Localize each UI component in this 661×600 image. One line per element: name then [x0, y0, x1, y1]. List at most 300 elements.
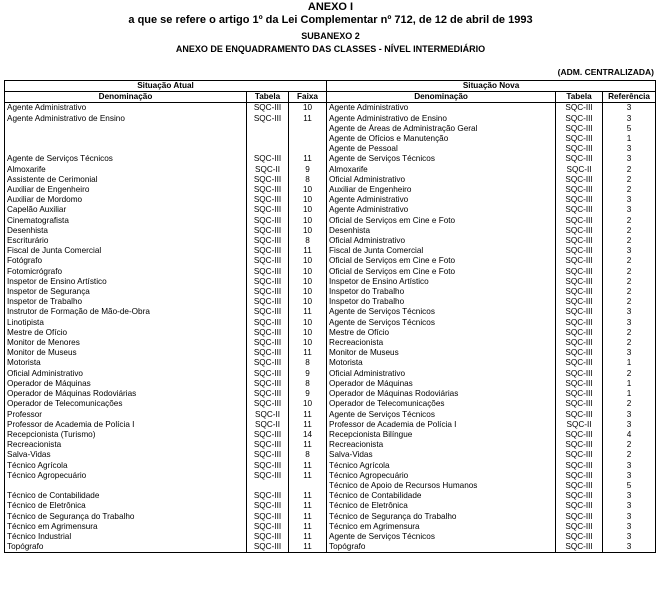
- cell-new-reference: 2: [603, 287, 656, 297]
- cell-current-range: 11: [289, 512, 327, 522]
- group-new-header: Situação Nova: [327, 81, 656, 92]
- cell-new-table: SQC-III: [556, 287, 603, 297]
- cell-new-denomination: Agente Administrativo: [327, 195, 556, 205]
- cell-new-denomination: Inspetor do Trabalho: [327, 287, 556, 297]
- cell-new-denomination: Topógrafo: [327, 542, 556, 553]
- cell-new-denomination: Agente de Ofícios e Manutenção: [327, 134, 556, 144]
- cell-current-table: SQC-III: [247, 175, 289, 185]
- cell-new-reference: 2: [603, 297, 656, 307]
- cell-current-range: 11: [289, 491, 327, 501]
- cell-current-denomination: Técnico Agropecuário: [5, 471, 247, 481]
- cell-current-range: [289, 124, 327, 134]
- cell-new-table: SQC-III: [556, 338, 603, 348]
- table-row: [5, 154, 656, 164]
- cell-current-denomination: Técnico de Contabilidade: [5, 491, 247, 501]
- cell-new-table: SQC-II: [556, 420, 603, 430]
- cell-current-table: SQC-III: [247, 471, 289, 481]
- table-row: [5, 236, 656, 246]
- cell-current-table: SQC-III: [247, 246, 289, 256]
- cell-new-table: SQC-III: [556, 277, 603, 287]
- col-current-range: Faixa: [289, 92, 327, 103]
- cell-current-denomination: Fiscal de Junta Comercial: [5, 246, 247, 256]
- cell-current-range: 8: [289, 175, 327, 185]
- cell-current-denomination: Técnico em Agrimensura: [5, 522, 247, 532]
- cell-new-table: SQC-III: [556, 399, 603, 409]
- table-row: [5, 410, 656, 420]
- table-row: [5, 358, 656, 368]
- cell-new-table: SQC-III: [556, 461, 603, 471]
- cell-current-denomination: [5, 124, 247, 134]
- cell-current-table: SQC-III: [247, 430, 289, 440]
- cell-current-table: SQC-II: [247, 410, 289, 420]
- cell-new-table: SQC-III: [556, 522, 603, 532]
- col-current-table: Tabela: [247, 92, 289, 103]
- cell-current-range: 11: [289, 114, 327, 124]
- cell-current-denomination: Técnico Agrícola: [5, 461, 247, 471]
- cell-current-range: 11: [289, 307, 327, 317]
- cell-current-range: 9: [289, 165, 327, 175]
- cell-new-denomination: Técnico de Eletrônica: [327, 501, 556, 511]
- cell-new-table: SQC-III: [556, 216, 603, 226]
- table-row: [5, 246, 656, 256]
- cell-current-denomination: Desenhista: [5, 226, 247, 236]
- table-row: [5, 297, 656, 307]
- cell-current-range: 8: [289, 358, 327, 368]
- cell-current-table: SQC-III: [247, 450, 289, 460]
- cell-new-reference: 2: [603, 226, 656, 236]
- cell-new-reference: 3: [603, 114, 656, 124]
- table-row: [5, 399, 656, 409]
- cell-current-table: SQC-III: [247, 114, 289, 124]
- col-new-table: Tabela: [556, 92, 603, 103]
- cell-new-table: SQC-III: [556, 410, 603, 420]
- table-row: [5, 542, 656, 553]
- table-row: [5, 522, 656, 532]
- cell-current-range: 10: [289, 226, 327, 236]
- cell-current-denomination: Linotipista: [5, 318, 247, 328]
- table-row: [5, 491, 656, 501]
- cell-current-denomination: Agente Administrativo: [5, 103, 247, 114]
- cell-new-reference: 1: [603, 358, 656, 368]
- cell-current-denomination: Agente de Serviços Técnicos: [5, 154, 247, 164]
- cell-new-table: SQC-III: [556, 430, 603, 440]
- cell-current-denomination: Operador de Máquinas Rodoviárias: [5, 389, 247, 399]
- cell-current-denomination: Capelão Auxiliar: [5, 205, 247, 215]
- cell-current-range: 10: [289, 267, 327, 277]
- cell-new-denomination: Oficial Administrativo: [327, 175, 556, 185]
- table-row: [5, 165, 656, 175]
- cell-current-range: 10: [289, 185, 327, 195]
- col-new-denomination: Denominação: [327, 92, 556, 103]
- cell-new-table: SQC-III: [556, 195, 603, 205]
- cell-new-reference: 3: [603, 205, 656, 215]
- table-row: [5, 389, 656, 399]
- cell-new-table: SQC-III: [556, 389, 603, 399]
- table-row: [5, 124, 656, 134]
- cell-new-table: SQC-III: [556, 471, 603, 481]
- cell-new-denomination: Oficial de Serviços em Cine e Foto: [327, 216, 556, 226]
- column-header-row: [5, 92, 656, 103]
- cell-new-denomination: Técnico Agropecuário: [327, 471, 556, 481]
- cell-new-reference: 1: [603, 379, 656, 389]
- cell-current-denomination: [5, 144, 247, 154]
- cell-current-range: 8: [289, 236, 327, 246]
- cell-new-reference: 2: [603, 399, 656, 409]
- cell-current-table: [247, 144, 289, 154]
- cell-new-denomination: Inspetor do Trabalho: [327, 297, 556, 307]
- cell-current-table: SQC-III: [247, 216, 289, 226]
- cell-current-range: 10: [289, 328, 327, 338]
- cell-new-denomination: Agente de Serviços Técnicos: [327, 154, 556, 164]
- cell-current-range: 11: [289, 501, 327, 511]
- cell-current-range: [289, 481, 327, 491]
- cell-new-reference: 3: [603, 420, 656, 430]
- cell-new-denomination: Operador de Máquinas Rodoviárias: [327, 389, 556, 399]
- cell-new-denomination: Monitor de Museus: [327, 348, 556, 358]
- cell-current-range: 11: [289, 410, 327, 420]
- cell-new-table: SQC-III: [556, 185, 603, 195]
- cell-current-table: SQC-III: [247, 399, 289, 409]
- table-row: [5, 134, 656, 144]
- cell-current-denomination: Auxiliar de Engenheiro: [5, 185, 247, 195]
- cell-new-denomination: Recreacionista: [327, 440, 556, 450]
- cell-current-denomination: Salva-Vidas: [5, 450, 247, 460]
- table-row: [5, 440, 656, 450]
- cell-current-denomination: [5, 481, 247, 491]
- cell-current-table: SQC-III: [247, 461, 289, 471]
- table-row: [5, 205, 656, 215]
- cell-new-reference: 3: [603, 532, 656, 542]
- cell-current-denomination: Fotomicrógrafo: [5, 267, 247, 277]
- cell-new-denomination: Desenhista: [327, 226, 556, 236]
- cell-current-table: SQC-III: [247, 185, 289, 195]
- cell-new-table: SQC-III: [556, 532, 603, 542]
- cell-current-table: SQC-III: [247, 522, 289, 532]
- cell-new-table: SQC-III: [556, 134, 603, 144]
- table-row: [5, 103, 656, 114]
- cell-new-denomination: Operador de Telecomunicações: [327, 399, 556, 409]
- cell-current-table: SQC-III: [247, 379, 289, 389]
- cell-new-denomination: Agente de Serviços Técnicos: [327, 318, 556, 328]
- cell-new-denomination: Agente de Serviços Técnicos: [327, 410, 556, 420]
- cell-current-table: [247, 124, 289, 134]
- cell-current-table: SQC-III: [247, 287, 289, 297]
- cell-new-reference: 1: [603, 134, 656, 144]
- cell-current-table: SQC-III: [247, 154, 289, 164]
- table-row: [5, 307, 656, 317]
- cell-new-reference: 3: [603, 410, 656, 420]
- cell-current-range: 10: [289, 297, 327, 307]
- cell-current-table: [247, 134, 289, 144]
- annex-subtitle: a que se refere o artigo 1º da Lei Complementar nº 712, de 12 de abril de 1993: [128, 14, 533, 26]
- table-row: [5, 450, 656, 460]
- cell-current-table: SQC-III: [247, 338, 289, 348]
- cell-current-denomination: Cinematografista: [5, 216, 247, 226]
- table-row: [5, 256, 656, 266]
- table-row: [5, 277, 656, 287]
- cell-new-denomination: Oficial Administrativo: [327, 369, 556, 379]
- table-row: [5, 481, 656, 491]
- cell-new-reference: 4: [603, 430, 656, 440]
- cell-new-denomination: Recepcionista Bilíngue: [327, 430, 556, 440]
- cell-current-range: 11: [289, 461, 327, 471]
- cell-new-table: SQC-III: [556, 307, 603, 317]
- cell-current-denomination: [5, 134, 247, 144]
- cell-new-denomination: Agente Administrativo: [327, 205, 556, 215]
- cell-new-reference: 2: [603, 369, 656, 379]
- cell-current-range: 10: [289, 205, 327, 215]
- cell-new-table: SQC-III: [556, 369, 603, 379]
- cell-new-reference: 3: [603, 318, 656, 328]
- cell-new-table: SQC-III: [556, 481, 603, 491]
- cell-new-table: SQC-III: [556, 226, 603, 236]
- cell-new-table: SQC-II: [556, 165, 603, 175]
- cell-new-reference: 2: [603, 450, 656, 460]
- cell-new-denomination: Agente de Pessoal: [327, 144, 556, 154]
- table-row: [5, 369, 656, 379]
- cell-current-table: SQC-III: [247, 236, 289, 246]
- cell-current-table: SQC-III: [247, 277, 289, 287]
- cell-new-table: SQC-III: [556, 328, 603, 338]
- cell-current-range: 11: [289, 154, 327, 164]
- cell-new-table: SQC-III: [556, 246, 603, 256]
- table-row: [5, 471, 656, 481]
- cell-new-reference: 2: [603, 216, 656, 226]
- cell-current-denomination: Fotógrafo: [5, 256, 247, 266]
- cell-new-reference: 5: [603, 124, 656, 134]
- cell-current-range: 11: [289, 471, 327, 481]
- cell-current-table: SQC-III: [247, 369, 289, 379]
- cell-new-reference: 2: [603, 256, 656, 266]
- cell-new-denomination: Recreacionista: [327, 338, 556, 348]
- cell-new-table: SQC-III: [556, 512, 603, 522]
- cell-current-table: SQC-III: [247, 103, 289, 114]
- cell-current-denomination: Recepcionista (Turismo): [5, 430, 247, 440]
- cell-current-denomination: Escriturário: [5, 236, 247, 246]
- cell-new-reference: 3: [603, 461, 656, 471]
- cell-current-denomination: Almoxarife: [5, 165, 247, 175]
- cell-current-table: SQC-III: [247, 358, 289, 368]
- cell-current-table: SQC-III: [247, 297, 289, 307]
- cell-new-table: SQC-III: [556, 318, 603, 328]
- cell-new-denomination: Oficial de Serviços em Cine e Foto: [327, 256, 556, 266]
- cell-current-range: 14: [289, 430, 327, 440]
- cell-current-table: SQC-III: [247, 440, 289, 450]
- cell-new-denomination: Técnico de Apoio de Recursos Humanos: [327, 481, 556, 491]
- table-row: [5, 226, 656, 236]
- cell-new-table: SQC-III: [556, 103, 603, 114]
- cell-new-table: SQC-III: [556, 205, 603, 215]
- cell-new-denomination: Técnico de Contabilidade: [327, 491, 556, 501]
- cell-new-table: SQC-III: [556, 256, 603, 266]
- administration-label: (ADM. CENTRALIZADA): [557, 67, 654, 77]
- table-row: [5, 512, 656, 522]
- cell-new-reference: 3: [603, 471, 656, 481]
- cell-current-denomination: Monitor de Menores: [5, 338, 247, 348]
- cell-new-table: SQC-III: [556, 154, 603, 164]
- cell-current-denomination: Inspetor de Ensino Artístico: [5, 277, 247, 287]
- cell-new-table: SQC-III: [556, 440, 603, 450]
- cell-new-reference: 2: [603, 267, 656, 277]
- table-row: [5, 348, 656, 358]
- cell-new-table: SQC-III: [556, 542, 603, 553]
- cell-new-denomination: Almoxarife: [327, 165, 556, 175]
- cell-new-reference: 2: [603, 165, 656, 175]
- cell-new-denomination: Técnico Agrícola: [327, 461, 556, 471]
- cell-new-reference: 1: [603, 389, 656, 399]
- cell-current-denomination: Professor de Academia de Polícia I: [5, 420, 247, 430]
- table-row: [5, 328, 656, 338]
- table-row: [5, 267, 656, 277]
- cell-new-table: SQC-III: [556, 144, 603, 154]
- table-row: [5, 318, 656, 328]
- table-body: [5, 103, 656, 553]
- cell-current-denomination: Professor: [5, 410, 247, 420]
- cell-new-reference: 2: [603, 185, 656, 195]
- cell-new-reference: 2: [603, 277, 656, 287]
- cell-current-range: 10: [289, 216, 327, 226]
- cell-new-reference: 5: [603, 481, 656, 491]
- cell-new-denomination: Fiscal de Junta Comercial: [327, 246, 556, 256]
- cell-current-table: SQC-III: [247, 195, 289, 205]
- cell-new-table: SQC-III: [556, 348, 603, 358]
- cell-current-table: SQC-II: [247, 165, 289, 175]
- cell-current-range: [289, 144, 327, 154]
- cell-new-reference: 2: [603, 440, 656, 450]
- table-row: [5, 185, 656, 195]
- cell-new-table: SQC-III: [556, 379, 603, 389]
- cell-current-range: 11: [289, 542, 327, 553]
- cell-new-denomination: Técnico em Agrimensura: [327, 522, 556, 532]
- cell-current-table: SQC-III: [247, 501, 289, 511]
- table-row: [5, 287, 656, 297]
- cell-current-table: SQC-II: [247, 420, 289, 430]
- table-row: [5, 379, 656, 389]
- cell-current-range: 11: [289, 522, 327, 532]
- cell-new-reference: 2: [603, 338, 656, 348]
- cell-current-range: 8: [289, 450, 327, 460]
- cell-current-denomination: Técnico de Segurança do Trabalho: [5, 512, 247, 522]
- cell-new-table: SQC-III: [556, 450, 603, 460]
- cell-current-table: SQC-III: [247, 532, 289, 542]
- cell-current-table: SQC-III: [247, 307, 289, 317]
- cell-new-denomination: Salva-Vidas: [327, 450, 556, 460]
- cell-current-denomination: Oficial Administrativo: [5, 369, 247, 379]
- group-header-row: [5, 81, 656, 92]
- table-row: [5, 461, 656, 471]
- cell-current-range: 11: [289, 420, 327, 430]
- cell-new-denomination: Oficial Administrativo: [327, 236, 556, 246]
- cell-new-reference: 3: [603, 491, 656, 501]
- table-row: [5, 532, 656, 542]
- table-row: [5, 195, 656, 205]
- cell-current-table: SQC-III: [247, 226, 289, 236]
- cell-new-reference: 3: [603, 522, 656, 532]
- cell-current-denomination: Instrutor de Formação de Mão-de-Obra: [5, 307, 247, 317]
- cell-current-range: 10: [289, 103, 327, 114]
- cell-new-table: SQC-III: [556, 175, 603, 185]
- cell-current-table: SQC-III: [247, 256, 289, 266]
- cell-current-table: SQC-III: [247, 542, 289, 553]
- cell-current-table: SQC-III: [247, 389, 289, 399]
- cell-current-range: 8: [289, 379, 327, 389]
- group-current-header: Situação Atual: [5, 81, 327, 92]
- cell-new-denomination: Auxiliar de Engenheiro: [327, 185, 556, 195]
- cell-current-range: 10: [289, 338, 327, 348]
- cell-new-reference: 2: [603, 328, 656, 338]
- cell-new-table: SQC-III: [556, 358, 603, 368]
- cell-new-reference: 3: [603, 103, 656, 114]
- cell-new-denomination: Agente de Áreas de Administração Geral: [327, 124, 556, 134]
- cell-new-reference: 3: [603, 307, 656, 317]
- table-row: [5, 338, 656, 348]
- cell-current-table: SQC-III: [247, 267, 289, 277]
- cell-current-denomination: Operador de Máquinas: [5, 379, 247, 389]
- subannex-label: SUBANEXO 2: [301, 31, 360, 41]
- cell-current-table: SQC-III: [247, 348, 289, 358]
- cell-new-reference: 3: [603, 348, 656, 358]
- cell-current-range: 10: [289, 399, 327, 409]
- cell-new-table: SQC-III: [556, 297, 603, 307]
- cell-new-table: SQC-III: [556, 114, 603, 124]
- cell-current-denomination: Assistente de Cerimonial: [5, 175, 247, 185]
- cell-current-denomination: Mestre de Ofício: [5, 328, 247, 338]
- cell-new-table: SQC-III: [556, 236, 603, 246]
- cell-new-denomination: Operador de Máquinas: [327, 379, 556, 389]
- cell-current-denomination: Técnico Industrial: [5, 532, 247, 542]
- cell-new-reference: 3: [603, 512, 656, 522]
- cell-current-range: 11: [289, 246, 327, 256]
- classification-table: [4, 80, 656, 553]
- cell-new-denomination: Agente Administrativo de Ensino: [327, 114, 556, 124]
- annex-name: ANEXO DE ENQUADRAMENTO DAS CLASSES - NÍVEL INTERMEDIÁRIO: [175, 44, 486, 54]
- cell-new-reference: 3: [603, 144, 656, 154]
- cell-new-denomination: Mestre de Ofício: [327, 328, 556, 338]
- cell-current-table: SQC-III: [247, 328, 289, 338]
- col-new-reference: Referência: [603, 92, 656, 103]
- cell-new-table: SQC-III: [556, 267, 603, 277]
- col-current-denomination: Denominação: [5, 92, 247, 103]
- cell-current-range: 11: [289, 440, 327, 450]
- cell-current-table: SQC-III: [247, 205, 289, 215]
- cell-current-range: 9: [289, 389, 327, 399]
- cell-new-denomination: Oficial de Serviços em Cine e Foto: [327, 267, 556, 277]
- cell-current-denomination: Motorista: [5, 358, 247, 368]
- cell-current-range: [289, 134, 327, 144]
- cell-new-denomination: Professor de Academia de Polícia I: [327, 420, 556, 430]
- cell-new-reference: 3: [603, 501, 656, 511]
- cell-new-denomination: Agente Administrativo: [327, 103, 556, 114]
- cell-current-denomination: Agente Administrativo de Ensino: [5, 114, 247, 124]
- cell-new-denomination: Técnico de Segurança do Trabalho: [327, 512, 556, 522]
- cell-new-reference: 3: [603, 195, 656, 205]
- cell-new-reference: 3: [603, 154, 656, 164]
- table-row: [5, 420, 656, 430]
- cell-current-range: 9: [289, 369, 327, 379]
- cell-current-denomination: Topógrafo: [5, 542, 247, 553]
- cell-current-denomination: Técnico de Eletrônica: [5, 501, 247, 511]
- cell-current-range: 10: [289, 277, 327, 287]
- cell-current-table: SQC-III: [247, 491, 289, 501]
- cell-current-denomination: Auxiliar de Mordomo: [5, 195, 247, 205]
- cell-new-table: SQC-III: [556, 124, 603, 134]
- cell-current-range: 11: [289, 532, 327, 542]
- cell-new-denomination: Inspetor de Ensino Artístico: [327, 277, 556, 287]
- cell-new-table: SQC-III: [556, 501, 603, 511]
- annex-title: ANEXO I: [307, 1, 354, 13]
- table-row: [5, 175, 656, 185]
- cell-current-denomination: Inspetor de Segurança: [5, 287, 247, 297]
